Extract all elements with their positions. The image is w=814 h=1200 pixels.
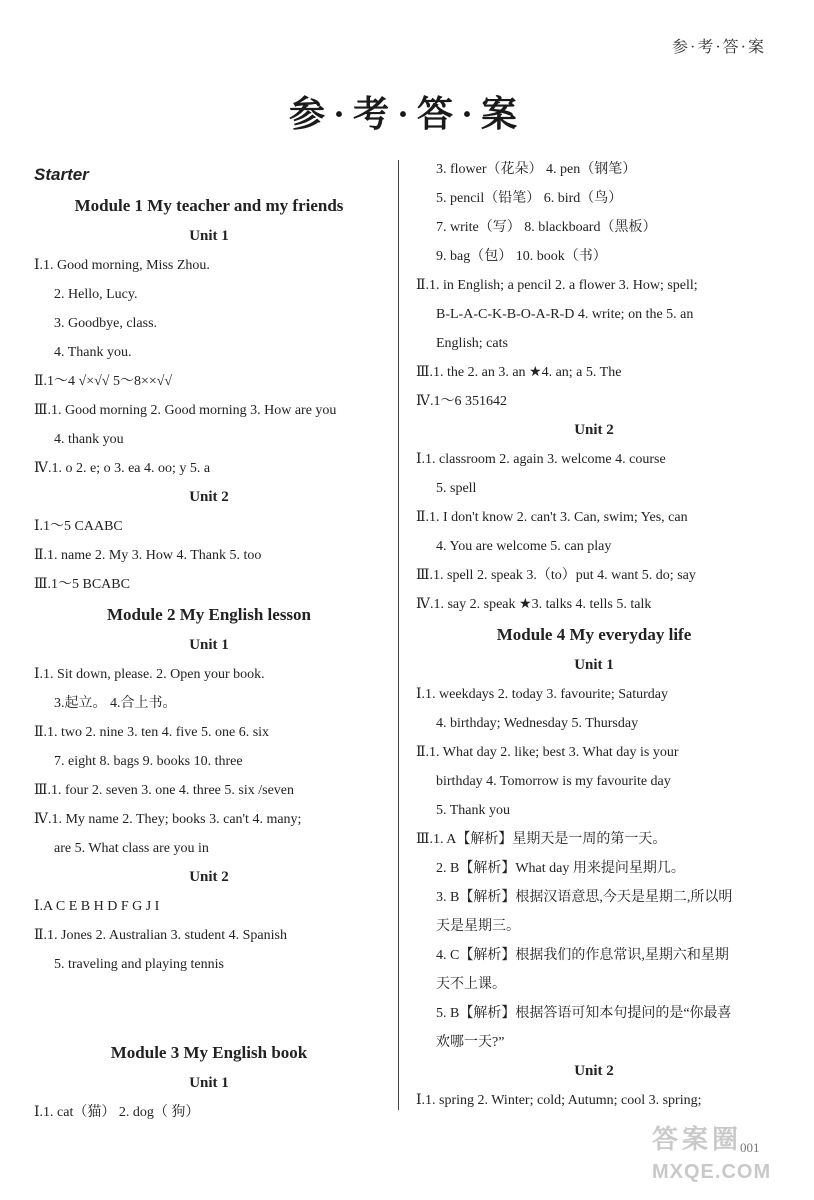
unit-heading: Unit 1	[189, 1075, 229, 1091]
section-heading: Starter	[34, 165, 89, 184]
answer-line: Ⅰ.1. Good morning, Miss Zhou.	[34, 258, 210, 273]
answer-line: Ⅲ.1. A【解析】星期天是一周的第一天。	[416, 832, 667, 847]
answer-line: Ⅲ.1～5 BCABC	[34, 577, 130, 592]
answer-line-indented: 4. thank you	[54, 432, 124, 447]
module-heading: Module 3 My English book	[110, 1043, 308, 1062]
answer-line: Ⅱ.1. I don't know 2. can't 3. Can, swim; Yes, can	[416, 510, 688, 525]
answer-line-indented: are 5. What class are you in	[54, 841, 209, 856]
watermark-url: MXQE.COM	[652, 1161, 772, 1183]
answer-line: Ⅰ.A C E B H D F G J I	[34, 899, 160, 914]
answer-line: Ⅰ.1. classroom 2. again 3. welcome 4. course	[416, 452, 666, 467]
spacer	[34, 979, 384, 1037]
answer-line-indented: 2. B【解析】What day 用来提问星期几。	[436, 861, 685, 876]
page-title: 参·考·答·案	[288, 94, 526, 134]
module-heading: Module 2 My English lesson	[106, 605, 312, 624]
unit-heading: Unit 1	[574, 657, 614, 673]
answer-line-indented: 9. bag（包） 10. book（书）	[436, 249, 607, 264]
answer-line-indented: birthday 4. Tomorrow is my favourite day	[436, 774, 671, 789]
answer-line: Ⅱ.1～4 √×√√ 5～8××√√	[34, 374, 173, 389]
answer-line-indented: 5. spell	[436, 481, 477, 496]
answer-line: Ⅲ.1. the 2. an 3. an ★4. an; a 5. The	[416, 365, 622, 380]
running-header: 参·考·答·案	[672, 39, 766, 56]
watermark-logo	[652, 1126, 771, 1182]
answer-line: Ⅰ.1～5 CAABC	[34, 519, 123, 534]
answer-line-indented: 4. Thank you.	[54, 345, 132, 360]
unit-heading: Unit 1	[189, 637, 229, 653]
answer-line-indented: 天是星期三。	[436, 919, 520, 934]
answer-line: Ⅲ.1. four 2. seven 3. one 4. three 5. six /seven	[34, 783, 294, 798]
answer-line: Ⅱ.1. Jones 2. Australian 3. student 4. Spanish	[34, 928, 287, 943]
answer-line-indented: 4. You are welcome 5. can play	[436, 539, 612, 554]
answer-line-indented: B-L-A-C-K-B-O-A-R-D 4. write; on the 5. an	[436, 307, 694, 322]
answer-line-indented: English; cats	[436, 336, 508, 351]
answer-line-indented: 5. Thank you	[436, 803, 511, 818]
answer-line: Ⅱ.1. name 2. My 3. How 4. Thank 5. too	[34, 548, 262, 563]
unit-heading: Unit 2	[189, 869, 229, 885]
answer-line: Ⅳ.1. o 2. e; o 3. ea 4. oo; y 5. a	[34, 461, 211, 476]
answer-line: Ⅳ.1. My name 2. They; books 3. can't 4. many;	[34, 812, 302, 827]
answer-line: Ⅰ.1. spring 2. Winter; cold; Autumn; cool 3. spring;	[416, 1093, 702, 1108]
answer-line: Ⅳ.1～6 351642	[416, 394, 507, 409]
answer-line-indented: 7. write（写） 8. blackboard（黑板）	[436, 220, 657, 235]
left-column	[34, 160, 384, 1127]
unit-heading: Unit 1	[189, 228, 229, 244]
page-number: 001	[740, 1140, 760, 1155]
unit-heading: Unit 2	[574, 422, 614, 438]
answer-line-indented: 3.起立。 4.合上书。	[54, 696, 177, 711]
answer-line-indented: 3. Goodbye, class.	[54, 316, 158, 331]
answer-line: Ⅰ.1. cat（猫） 2. dog（ 狗）	[34, 1105, 200, 1120]
right-column	[416, 155, 772, 1115]
answer-line: Ⅰ.1. weekdays 2. today 3. favourite; Saturday	[416, 687, 669, 702]
watermark-cn: 答案圈	[652, 1124, 743, 1154]
module-heading: Module 1 My teacher and my friends	[74, 196, 344, 215]
answer-line-indented: 3. flower（花朵） 4. pen（钢笔）	[436, 162, 637, 177]
answer-line-indented: 天不上课。	[436, 977, 506, 992]
answer-line-indented: 4. C【解析】根据我们的作息常识,星期六和星期	[436, 948, 729, 963]
answer-line: Ⅱ.1. in English; a pencil 2. a flower 3. How; spell;	[416, 278, 698, 293]
answer-line: Ⅳ.1. say 2. speak ★3. talks 4. tells 5. talk	[416, 597, 652, 612]
answer-line: Ⅱ.1. What day 2. like; best 3. What day is your	[416, 745, 679, 760]
answer-line-indented: 7. eight 8. bags 9. books 10. three	[54, 754, 243, 769]
answer-line: Ⅲ.1. spell 2. speak 3.（to）put 4. want 5. do; say	[416, 568, 696, 583]
answer-line-indented: 2. Hello, Lucy.	[54, 287, 138, 302]
answer-line-indented: 5. B【解析】根据答语可知本句提问的是“你最喜	[436, 1006, 732, 1021]
answer-line: Ⅱ.1. two 2. nine 3. ten 4. five 5. one 6. six	[34, 725, 270, 740]
unit-heading: Unit 2	[574, 1063, 614, 1079]
answer-line-indented: 4. birthday; Wednesday 5. Thursday	[436, 716, 639, 731]
answer-line-indented: 5. pencil（铅笔） 6. bird（鸟）	[436, 191, 623, 206]
answer-line-indented: 3. B【解析】根据汉语意思,今天是星期二,所以明	[436, 890, 733, 905]
unit-heading: Unit 2	[189, 489, 229, 505]
answer-line-indented: 欢哪一天?”	[436, 1035, 505, 1050]
column-divider	[398, 160, 399, 1110]
answer-line: Ⅲ.1. Good morning 2. Good morning 3. How are you	[34, 403, 337, 418]
module-heading: Module 4 My everyday life	[496, 625, 692, 644]
answer-line: Ⅰ.1. Sit down, please. 2. Open your book.	[34, 667, 265, 682]
answer-line-indented: 5. traveling and playing tennis	[54, 957, 224, 972]
